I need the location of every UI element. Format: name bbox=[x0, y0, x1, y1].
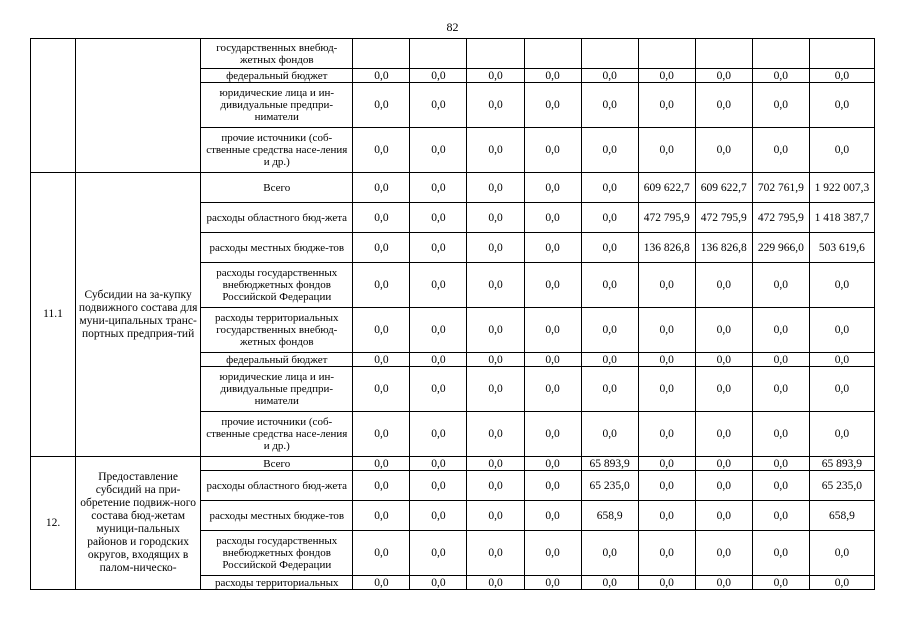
value-cell: 0,0 bbox=[638, 353, 695, 367]
value-cell: 0,0 bbox=[581, 69, 638, 83]
value-cell: 229 966,0 bbox=[752, 233, 809, 263]
value-cell: 0,0 bbox=[809, 308, 874, 353]
value-cell: 0,0 bbox=[695, 412, 752, 457]
value-cell: 0,0 bbox=[410, 367, 467, 412]
value-cell: 0,0 bbox=[752, 308, 809, 353]
value-cell: 0,0 bbox=[353, 576, 410, 590]
value-cell: 65 893,9 bbox=[581, 457, 638, 471]
activity-title-cell: Предоставление субсидий на при-обретение подвиж-ного состава бюд-жетам муници-пальных районов и городских округов, входящих в палом-ническо- bbox=[76, 457, 201, 590]
value-cell: 0,0 bbox=[638, 69, 695, 83]
value-cell: 0,0 bbox=[581, 263, 638, 308]
value-cell: 0,0 bbox=[638, 83, 695, 128]
value-cell: 0,0 bbox=[809, 531, 874, 576]
value-cell: 0,0 bbox=[467, 69, 524, 83]
value-cell: 658,9 bbox=[809, 501, 874, 531]
value-cell: 0,0 bbox=[353, 308, 410, 353]
value-cell: 0,0 bbox=[581, 173, 638, 203]
value-cell: 65 235,0 bbox=[581, 471, 638, 501]
value-cell: 0,0 bbox=[581, 367, 638, 412]
value-cell bbox=[410, 39, 467, 69]
value-cell: 0,0 bbox=[467, 203, 524, 233]
value-cell: 0,0 bbox=[410, 457, 467, 471]
funding-source-cell: расходы территориальных bbox=[201, 576, 353, 590]
value-cell: 0,0 bbox=[524, 308, 581, 353]
value-cell: 0,0 bbox=[467, 576, 524, 590]
value-cell: 0,0 bbox=[524, 457, 581, 471]
value-cell: 0,0 bbox=[809, 69, 874, 83]
value-cell: 0,0 bbox=[809, 128, 874, 173]
value-cell: 0,0 bbox=[353, 531, 410, 576]
value-cell: 0,0 bbox=[638, 457, 695, 471]
value-cell: 0,0 bbox=[638, 367, 695, 412]
value-cell: 0,0 bbox=[524, 576, 581, 590]
value-cell bbox=[695, 39, 752, 69]
value-cell: 0,0 bbox=[467, 353, 524, 367]
value-cell: 0,0 bbox=[353, 173, 410, 203]
value-cell: 0,0 bbox=[410, 263, 467, 308]
value-cell: 0,0 bbox=[638, 501, 695, 531]
value-cell: 0,0 bbox=[695, 531, 752, 576]
value-cell: 0,0 bbox=[638, 531, 695, 576]
value-cell: 0,0 bbox=[467, 471, 524, 501]
funding-source-cell: государственных внебюд-жетных фондов bbox=[201, 39, 353, 69]
value-cell: 0,0 bbox=[581, 128, 638, 173]
value-cell: 0,0 bbox=[524, 173, 581, 203]
value-cell: 0,0 bbox=[581, 412, 638, 457]
value-cell: 0,0 bbox=[467, 531, 524, 576]
value-cell: 0,0 bbox=[695, 457, 752, 471]
value-cell bbox=[638, 39, 695, 69]
value-cell: 0,0 bbox=[353, 353, 410, 367]
value-cell: 0,0 bbox=[752, 471, 809, 501]
value-cell: 0,0 bbox=[638, 308, 695, 353]
value-cell: 0,0 bbox=[695, 128, 752, 173]
value-cell: 0,0 bbox=[809, 353, 874, 367]
value-cell: 0,0 bbox=[410, 173, 467, 203]
value-cell: 0,0 bbox=[410, 128, 467, 173]
activity-title-cell: Субсидии на за-купку подвижного состава для муни-ципальных транс-портных предприя-тий bbox=[76, 173, 201, 457]
value-cell: 0,0 bbox=[467, 367, 524, 412]
value-cell: 0,0 bbox=[752, 353, 809, 367]
value-cell: 0,0 bbox=[524, 83, 581, 128]
value-cell: 0,0 bbox=[581, 531, 638, 576]
table-row bbox=[31, 173, 875, 203]
value-cell: 0,0 bbox=[809, 576, 874, 590]
value-cell: 0,0 bbox=[752, 531, 809, 576]
value-cell: 0,0 bbox=[809, 412, 874, 457]
value-cell: 0,0 bbox=[353, 457, 410, 471]
value-cell: 472 795,9 bbox=[638, 203, 695, 233]
funding-source-cell: федеральный бюджет bbox=[201, 69, 353, 83]
value-cell: 0,0 bbox=[410, 69, 467, 83]
value-cell: 0,0 bbox=[467, 83, 524, 128]
value-cell: 702 761,9 bbox=[752, 173, 809, 203]
value-cell: 0,0 bbox=[410, 233, 467, 263]
value-cell bbox=[467, 39, 524, 69]
value-cell: 136 826,8 bbox=[638, 233, 695, 263]
value-cell: 0,0 bbox=[752, 501, 809, 531]
value-cell: 0,0 bbox=[638, 263, 695, 308]
page-number: 82 bbox=[446, 20, 459, 34]
value-cell: 0,0 bbox=[410, 531, 467, 576]
value-cell: 0,0 bbox=[695, 367, 752, 412]
value-cell: 0,0 bbox=[524, 353, 581, 367]
value-cell: 0,0 bbox=[353, 128, 410, 173]
value-cell: 0,0 bbox=[581, 353, 638, 367]
table-row bbox=[31, 457, 875, 471]
value-cell: 0,0 bbox=[581, 203, 638, 233]
value-cell: 0,0 bbox=[581, 233, 638, 263]
value-cell: 0,0 bbox=[353, 263, 410, 308]
value-cell: 0,0 bbox=[467, 128, 524, 173]
value-cell: 0,0 bbox=[410, 412, 467, 457]
value-cell: 0,0 bbox=[695, 576, 752, 590]
funding-source-cell: расходы государственных внебюджетных фондов Российской Федерации bbox=[201, 263, 353, 308]
value-cell: 0,0 bbox=[695, 501, 752, 531]
funding-source-cell: Всего bbox=[201, 457, 353, 471]
funding-source-cell: юридические лица и ин-дивидуальные предпри-ниматели bbox=[201, 83, 353, 128]
value-cell: 0,0 bbox=[581, 576, 638, 590]
value-cell: 472 795,9 bbox=[752, 203, 809, 233]
value-cell: 0,0 bbox=[752, 69, 809, 83]
value-cell: 0,0 bbox=[752, 457, 809, 471]
value-cell bbox=[524, 39, 581, 69]
value-cell: 0,0 bbox=[752, 263, 809, 308]
value-cell: 0,0 bbox=[638, 471, 695, 501]
value-cell: 0,0 bbox=[695, 83, 752, 128]
value-cell: 0,0 bbox=[524, 69, 581, 83]
value-cell: 0,0 bbox=[467, 173, 524, 203]
value-cell: 0,0 bbox=[353, 471, 410, 501]
value-cell: 0,0 bbox=[410, 308, 467, 353]
value-cell: 1 418 387,7 bbox=[809, 203, 874, 233]
value-cell: 609 622,7 bbox=[638, 173, 695, 203]
value-cell: 0,0 bbox=[809, 367, 874, 412]
value-cell: 0,0 bbox=[353, 367, 410, 412]
value-cell: 0,0 bbox=[695, 353, 752, 367]
value-cell: 0,0 bbox=[467, 233, 524, 263]
funding-source-cell: юридические лица и ин-дивидуальные предпри-ниматели bbox=[201, 367, 353, 412]
funding-source-cell: расходы территориальных государственных внебюд-жетных фондов bbox=[201, 308, 353, 353]
value-cell: 0,0 bbox=[410, 203, 467, 233]
value-cell: 0,0 bbox=[353, 233, 410, 263]
value-cell bbox=[353, 39, 410, 69]
value-cell: 0,0 bbox=[353, 412, 410, 457]
value-cell: 0,0 bbox=[581, 308, 638, 353]
value-cell: 0,0 bbox=[752, 128, 809, 173]
value-cell: 0,0 bbox=[410, 471, 467, 501]
value-cell: 65 893,9 bbox=[809, 457, 874, 471]
value-cell: 0,0 bbox=[467, 412, 524, 457]
value-cell: 0,0 bbox=[752, 576, 809, 590]
value-cell: 0,0 bbox=[695, 471, 752, 501]
value-cell: 0,0 bbox=[524, 471, 581, 501]
value-cell: 0,0 bbox=[353, 501, 410, 531]
value-cell: 0,0 bbox=[410, 501, 467, 531]
value-cell: 65 235,0 bbox=[809, 471, 874, 501]
value-cell: 0,0 bbox=[524, 501, 581, 531]
value-cell: 0,0 bbox=[353, 69, 410, 83]
funding-source-cell: федеральный бюджет bbox=[201, 353, 353, 367]
funding-source-cell: Всего bbox=[201, 173, 353, 203]
value-cell: 0,0 bbox=[524, 233, 581, 263]
activity-title-cell bbox=[76, 39, 201, 173]
value-cell: 503 619,6 bbox=[809, 233, 874, 263]
value-cell: 0,0 bbox=[524, 128, 581, 173]
value-cell: 0,0 bbox=[695, 263, 752, 308]
funding-source-cell: прочие источники (соб-ственные средства насе-ления и др.) bbox=[201, 412, 353, 457]
funding-source-cell: расходы областного бюд-жета bbox=[201, 203, 353, 233]
funding-source-cell: расходы местных бюдже-тов bbox=[201, 501, 353, 531]
funding-source-cell: расходы государственных внебюджетных фондов Российской Федерации bbox=[201, 531, 353, 576]
value-cell: 0,0 bbox=[752, 412, 809, 457]
row-number-cell: 12. bbox=[31, 457, 76, 590]
value-cell bbox=[752, 39, 809, 69]
value-cell: 0,0 bbox=[353, 83, 410, 128]
value-cell: 0,0 bbox=[524, 531, 581, 576]
value-cell: 0,0 bbox=[410, 353, 467, 367]
value-cell: 0,0 bbox=[524, 203, 581, 233]
budget-table bbox=[30, 38, 875, 590]
value-cell: 0,0 bbox=[467, 308, 524, 353]
value-cell: 0,0 bbox=[524, 367, 581, 412]
row-number-cell: 11.1 bbox=[31, 173, 76, 457]
value-cell: 0,0 bbox=[524, 412, 581, 457]
value-cell: 0,0 bbox=[467, 501, 524, 531]
funding-source-cell: расходы областного бюд-жета bbox=[201, 471, 353, 501]
row-number-cell bbox=[31, 39, 76, 173]
value-cell: 0,0 bbox=[638, 412, 695, 457]
value-cell: 658,9 bbox=[581, 501, 638, 531]
value-cell: 0,0 bbox=[638, 576, 695, 590]
value-cell: 0,0 bbox=[353, 203, 410, 233]
value-cell: 0,0 bbox=[410, 576, 467, 590]
value-cell: 0,0 bbox=[467, 457, 524, 471]
value-cell: 0,0 bbox=[581, 83, 638, 128]
value-cell: 0,0 bbox=[410, 83, 467, 128]
value-cell: 472 795,9 bbox=[695, 203, 752, 233]
value-cell: 136 826,8 bbox=[695, 233, 752, 263]
value-cell: 0,0 bbox=[467, 263, 524, 308]
value-cell bbox=[581, 39, 638, 69]
value-cell: 0,0 bbox=[695, 69, 752, 83]
value-cell: 0,0 bbox=[809, 263, 874, 308]
value-cell bbox=[809, 39, 874, 69]
value-cell: 0,0 bbox=[695, 308, 752, 353]
value-cell: 0,0 bbox=[752, 83, 809, 128]
value-cell: 0,0 bbox=[524, 263, 581, 308]
table-row bbox=[31, 39, 875, 69]
value-cell: 0,0 bbox=[752, 367, 809, 412]
value-cell: 0,0 bbox=[638, 128, 695, 173]
funding-source-cell: расходы местных бюдже-тов bbox=[201, 233, 353, 263]
value-cell: 0,0 bbox=[809, 83, 874, 128]
value-cell: 1 922 007,3 bbox=[809, 173, 874, 203]
value-cell: 609 622,7 bbox=[695, 173, 752, 203]
funding-source-cell: прочие источники (соб-ственные средства насе-ления и др.) bbox=[201, 128, 353, 173]
